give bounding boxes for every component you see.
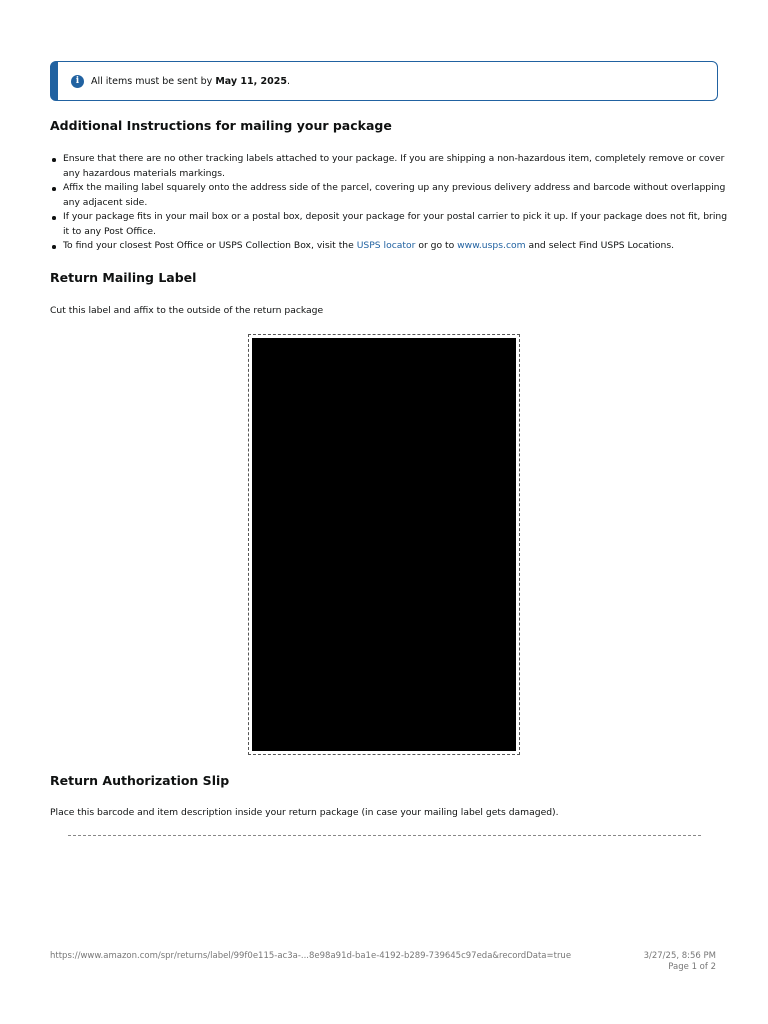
mailing-label-caption: Cut this label and affix to the outside of the return package (50, 305, 324, 316)
instruction-item: Ensure that there are no other tracking labels attached to your package. If you are shipping a non-hazardous item, completely remove or cover any hazardous materials markings. (63, 152, 733, 181)
deadline-text: All items must be sent by May 11, 2025. (91, 75, 291, 87)
footer-meta (644, 951, 716, 973)
mailing-label-image (252, 338, 516, 751)
print-datetime: 3/27/25, 8:56 PM (643, 951, 716, 961)
instruction-item: Affix the mailing label squarely onto the address side of the parcel, covering up any previous delivery address and barcode without overlapping any adjacent side. (63, 181, 733, 210)
mailing-label-cut-frame (248, 334, 520, 755)
info-icon: i (71, 75, 84, 88)
instruction-item: If your package fits in your mail box or a postal box, deposit your package for your postal carrier to pick it up. If your package does not fit, bring it to any Post Office. (63, 210, 733, 239)
deadline-notice (50, 61, 718, 101)
authorization-slip-heading: Return Authorization Slip (50, 773, 230, 788)
instruction-item: To find your closest Post Office or USPS Collection Box, visit the USPS locator or go to www.usps.com and select Find USPS Locations. (63, 239, 733, 254)
usps-locator-link[interactable]: USPS locator (356, 240, 416, 251)
footer-url: https://www.amazon.com/spr/returns/label/99f0e115-ac3a-...8e98a91d-ba1e-4192-b289-739645c97eda&recordData=true (50, 951, 572, 961)
authorization-slip-caption: Place this barcode and item description inside your return package (in case your mailing label gets damaged). (50, 807, 559, 818)
instructions-list (50, 152, 733, 254)
cut-line (68, 835, 701, 836)
instructions-heading: Additional Instructions for mailing your package (50, 118, 392, 133)
deadline-date: May 11, 2025 (215, 75, 287, 87)
usps-website-link[interactable]: www.usps.com (457, 240, 526, 251)
page-number: Page 1 of 2 (668, 962, 716, 972)
mailing-label-heading: Return Mailing Label (50, 270, 197, 285)
